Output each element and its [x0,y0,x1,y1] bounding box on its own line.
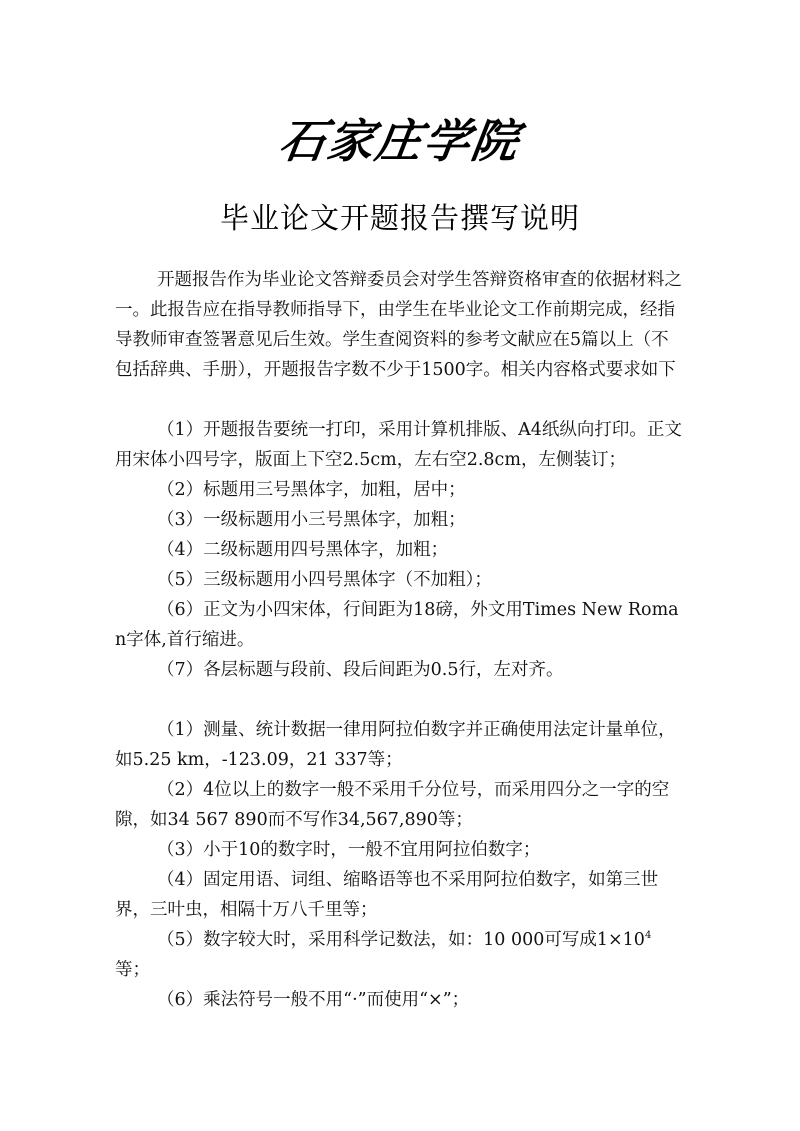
intro-paragraph: 开题报告作为毕业论文答辩委员会对学生答辩资格审查的依据材料之一。此报告应在指导教师指导下，由学生在毕业论文工作前期完成，经指导教师审查签署意见后生效。学生查阅资料的参考文献应在5篇以上（不包括辞典、手册），开题报告字数不少于1500字。相关内容格式要求如下 [115,270,682,380]
number-item-prefix: （5）数字较大时，采用科学记数法，如：10 000可写成1×10 [157,930,645,950]
paragraph-gap [115,385,685,415]
number-item-suffix: 等； [115,960,150,980]
number-item: （6）乘法符号一般不用“·”而使用“×”； [157,990,470,1010]
format-item: （3）一级标题用小三号黑体字，加粗； [157,510,466,530]
number-item: （1）测量、统计数据一律用阿拉伯数字并正确使用法定计量单位，如5.25 km，-123.09，21 337等； [115,720,676,770]
number-item: （2）4位以上的数字一般不采用千分位号，而采用四分之一字的空隙，如34 567 890而不写作34,567,890等； [115,780,670,830]
exponent: 4 [644,930,652,942]
format-item: （1）开题报告要统一打印，采用计算机排版、A4纸纵向打印。正文用宋体小四号字，版面上下空2.5cm，左右空2.8cm，左侧装订； [115,420,682,470]
number-item: （4）固定用语、词组、缩略语等也不采用阿拉伯数字，如第三世界，三叶虫，相隔十万八千里等； [115,870,659,920]
number-item-scientific [115,925,685,985]
document-body [115,265,685,1015]
format-item: （6）正文为小四宋体，行间距为18磅，外文用Times New Roman字体,首行缩进。 [115,600,679,650]
number-item: （3）小于10的数字时，一般不宜用阿拉伯数字； [157,840,541,860]
format-item: （7）各层标题与段前、段后间距为0.5行，左对齐。 [157,660,564,680]
format-item: （4）二级标题用四号黑体字，加粗； [157,540,449,560]
format-item: （5）三级标题用小四号黑体字（不加粗）； [157,570,492,590]
format-item: （2）标题用三号黑体字，加粗，居中； [157,480,466,500]
paragraph-gap [115,685,685,715]
university-logo: 石家庄学院 [275,114,524,168]
page-title: 毕业论文开题报告撰写说明 [219,201,580,235]
